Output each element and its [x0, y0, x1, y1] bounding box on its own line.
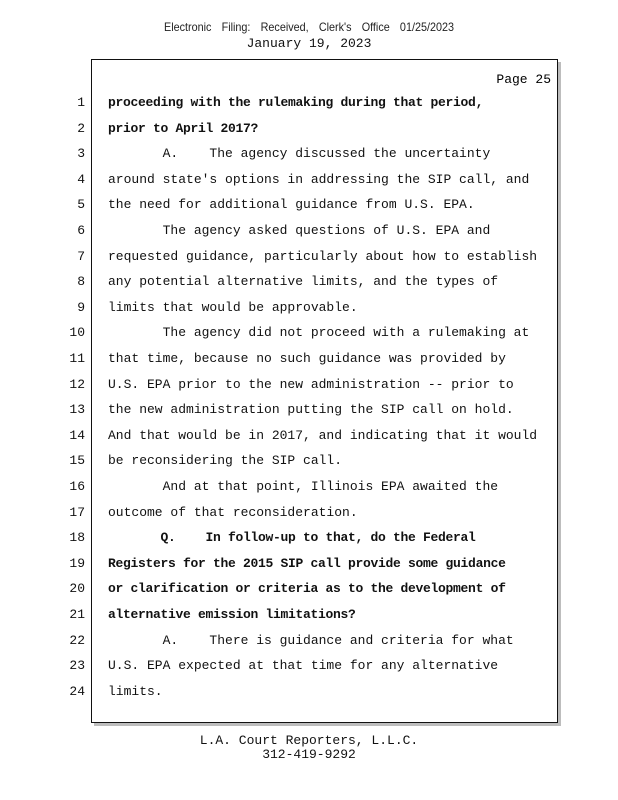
line-number: 10 — [69, 325, 85, 341]
transcript-line: U.S. EPA expected at that time for any alternative — [108, 658, 499, 674]
line-number: 23 — [69, 658, 85, 674]
line-number: 17 — [69, 504, 85, 520]
transcript-line: prior to April 2017? — [108, 120, 259, 136]
transcript-line: that time, because no such guidance was provided by — [108, 351, 506, 366]
transcript-line: A. The agency discussed the uncertainty — [108, 146, 491, 162]
court-reporter-phone: 312-419-9292 — [262, 747, 356, 762]
transcript-line: the need for additional guidance from U.S. EPA. — [108, 197, 475, 213]
transcript-line: the new administration putting the SIP call on hold. — [108, 402, 514, 418]
filing-stamp: Electronic Filing: Received, Clerk's Office 01/25/2023 — [164, 20, 454, 34]
transcript-line: Q. In follow-up to that, do the Federal — [108, 530, 476, 546]
transcript-line: proceeding with the rulemaking during that period, — [108, 95, 484, 110]
transcript-line: be reconsidering the SIP call. — [108, 453, 343, 469]
line-number: 3 — [77, 146, 85, 162]
transcript-line: or clarification or criteria as to the development of — [108, 581, 506, 597]
line-number: 11 — [69, 351, 85, 366]
transcript-line: requested guidance, particularly about how to establish — [108, 248, 538, 264]
transcript-line: A. There is guidance and criteria for what — [108, 632, 514, 648]
line-number: 4 — [77, 171, 85, 187]
transcript-line: The agency did not proceed with a rulemaking at — [108, 325, 530, 341]
line-number: 19 — [69, 555, 85, 571]
line-number: 20 — [69, 581, 85, 597]
line-number: 13 — [69, 402, 85, 418]
line-number: 12 — [69, 376, 85, 392]
line-number: 15 — [69, 453, 85, 469]
line-number: 16 — [69, 479, 85, 494]
transcript-line: The agency asked questions of U.S. EPA and — [108, 223, 491, 238]
line-number: 21 — [69, 607, 85, 622]
line-number: 6 — [77, 223, 85, 238]
line-number: 2 — [77, 120, 85, 136]
transcript-line: limits that would be approvable. — [108, 299, 358, 315]
line-number: 7 — [77, 248, 85, 264]
line-number: 24 — [69, 683, 85, 699]
line-number: 5 — [77, 197, 85, 213]
line-number: 1 — [77, 95, 85, 110]
deposition-date: January 19, 2023 — [246, 36, 372, 51]
page-number: Page 25 — [496, 72, 551, 87]
transcript-line: alternative emission limitations? — [108, 607, 356, 622]
line-number: 9 — [77, 299, 85, 315]
line-number: 8 — [77, 274, 85, 290]
line-number: 22 — [69, 632, 85, 648]
line-number: 14 — [69, 427, 85, 443]
line-number: 18 — [69, 530, 85, 546]
transcript-line: outcome of that reconsideration. — [108, 504, 358, 520]
court-reporter-name: L.A. Court Reporters, L.L.C. — [199, 733, 419, 748]
transcript-line: And at that point, Illinois EPA awaited the — [108, 479, 499, 494]
transcript-line: limits. — [108, 683, 163, 699]
transcript-line: around state's options in addressing the SIP call, and — [108, 171, 530, 187]
transcript-line: any potential alternative limits, and the types of — [108, 274, 499, 290]
transcript-line: Registers for the 2015 SIP call provide some guidance — [108, 555, 506, 571]
transcript-line: And that would be in 2017, and indicating that it would — [108, 427, 538, 443]
transcript-line: U.S. EPA prior to the new administration -- prior to — [108, 376, 514, 392]
